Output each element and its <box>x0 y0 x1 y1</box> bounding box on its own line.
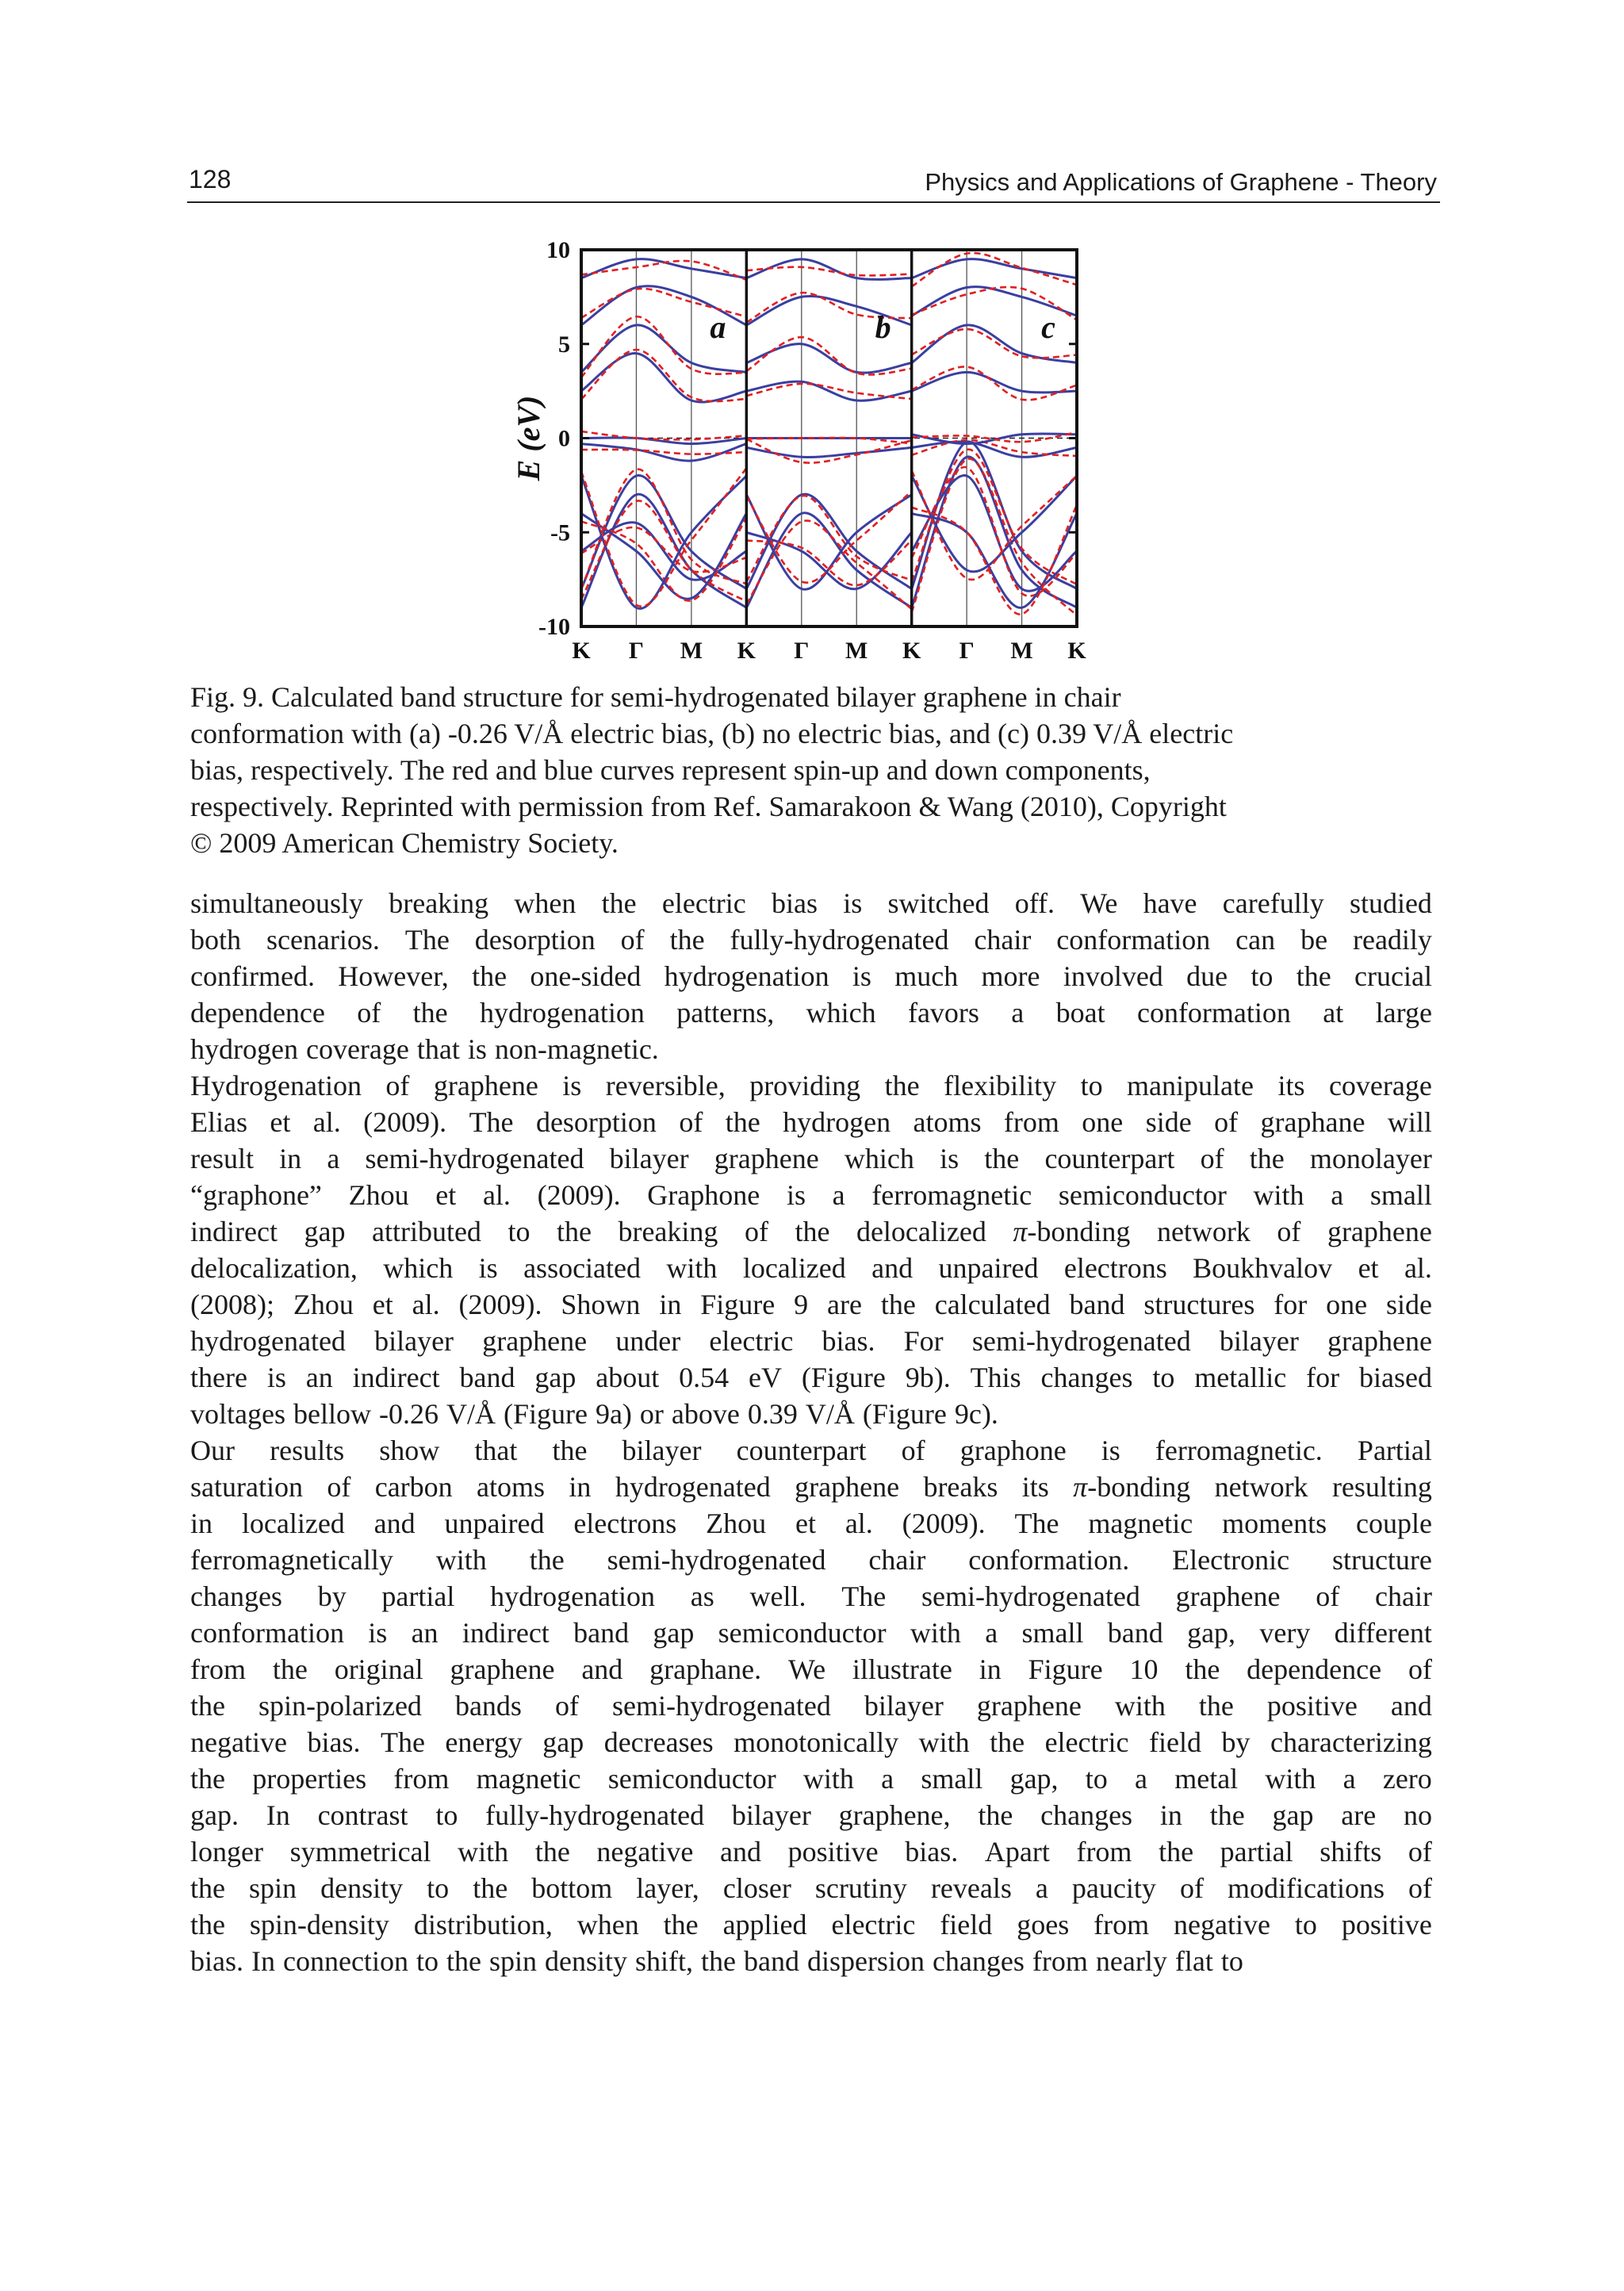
text-line: longer symmetrical with the negative and positive bias. Apart from the partial shifts of <box>190 1836 1432 1868</box>
text-line: bias. In connection to the spin density shift, the band dispersion changes from nearly flat to <box>190 1945 1243 1977</box>
spin-down-band <box>581 354 746 402</box>
x-tick-label: K <box>737 638 756 664</box>
text-line: both scenarios. The desorption of the fully-hydrogenated chair conformation can be readily <box>190 924 1432 956</box>
caption-line: respectively. Reprinted with permission from Ref. Samarakoon & Wang (2010), Copyright <box>190 791 1227 822</box>
text-line: result in a semi-hydrogenated bilayer graphene which is the counterpart of the monolayer <box>190 1143 1432 1174</box>
spin-down-band <box>912 475 1077 591</box>
y-tick-label: 0 <box>558 425 570 452</box>
spin-up-band <box>581 468 746 606</box>
text-line: dependence of the hydrogenation patterns, which favors a boat conformation at large <box>190 997 1432 1029</box>
caption-line: bias, respectively. The red and blue curves represent spin-up and down components, <box>190 754 1151 786</box>
spin-down-band <box>912 372 1077 392</box>
text-line: delocalization, which is associated with localized and unpaired electrons Boukhvalov et al. <box>190 1252 1432 1284</box>
text-line: voltages bellow -0.26 V/Å (Figure 9a) or above 0.39 V/Å (Figure 9c). <box>190 1398 998 1430</box>
spin-down-band <box>746 344 911 373</box>
text-line: there is an indirect band gap about 0.54 eV (Figure 9b). This changes to metallic for biased <box>190 1362 1432 1393</box>
text-line: changes by partial hydrogenation as well. The semi-hydrogenated graphene of chair <box>190 1580 1432 1612</box>
text-line: in localized and unpaired electrons Zhou et al. (2009). The magnetic moments couple <box>190 1508 1432 1539</box>
x-tick-label: Γ <box>628 638 644 664</box>
y-tick-label: 5 <box>558 331 570 358</box>
x-tick-label: Γ <box>959 638 975 664</box>
x-tick-label: M <box>680 638 703 664</box>
panel-label-a: a <box>710 309 726 345</box>
page-number: 128 <box>189 165 232 193</box>
band-structure-chart <box>508 230 1110 674</box>
figure-caption <box>190 679 1427 861</box>
text-line: confirmed. However, the one-sided hydrogenation is much more involved due to the crucial <box>190 960 1432 992</box>
caption-line: Fig. 9. Calculated band structure for semi-hydrogenated bilayer graphene in chair <box>190 681 1121 713</box>
text-line: Elias et al. (2009). The desorption of the hydrogen atoms from one side of graphane will <box>190 1106 1432 1138</box>
band-structure-figure <box>508 230 1110 674</box>
spin-down-band <box>746 447 911 457</box>
spin-down-band <box>746 513 911 608</box>
y-tick-label: -10 <box>538 614 570 640</box>
text-line: negative bias. The energy gap decreases monotonically with the electric field by characterizing <box>190 1726 1432 1758</box>
spin-down-band <box>746 259 911 279</box>
x-tick-label: M <box>1010 638 1033 664</box>
text-line: simultaneously breaking when the electric bias is switched off. We have carefully studied <box>190 887 1432 919</box>
x-tick-label: K <box>572 638 591 664</box>
spin-down-band <box>746 381 911 400</box>
y-tick-label: 10 <box>546 237 570 263</box>
x-tick-label: K <box>1067 638 1086 664</box>
text-line: gap. In contrast to fully-hydrogenated bilayer graphene, the changes in the gap are no <box>190 1799 1432 1831</box>
text-line: ferromagnetically with the semi-hydrogenated chair conformation. Electronic structure <box>190 1544 1432 1576</box>
y-tick-label: -5 <box>550 519 570 546</box>
text-line: indirect gap attributed to the breaking of the delocalized π-bonding network of graphene <box>190 1216 1432 1247</box>
text-line: the spin-density distribution, when the applied electric field goes from negative to positive <box>190 1909 1432 1940</box>
panel-label-b: b <box>875 309 891 345</box>
text-line: from the original graphene and graphane. We illustrate in Figure 10 the dependence of <box>190 1653 1432 1685</box>
body-text <box>190 885 1432 1979</box>
caption-line: © 2009 American Chemistry Society. <box>190 827 619 859</box>
text-line: the properties from magnetic semiconductor with a small gap, to a metal with a zero <box>190 1763 1432 1795</box>
panel-label-c: c <box>1041 309 1055 345</box>
text-line: the spin-polarized bands of semi-hydrogenated bilayer graphene with the positive and <box>190 1690 1432 1722</box>
spin-up-band <box>912 366 1077 400</box>
running-title: Physics and Applications of Graphene - Theory <box>925 168 1437 196</box>
text-line: (2008); Zhou et al. (2009). Shown in Figure 9 are the calculated band structures for one side <box>190 1289 1432 1320</box>
y-axis-label: E (eV) <box>511 395 546 481</box>
x-tick-label: Γ <box>794 638 810 664</box>
page-header <box>187 165 1440 203</box>
text-line: “graphone” Zhou et al. (2009). Graphone is a ferromagnetic semiconductor with a small <box>190 1179 1432 1211</box>
x-tick-label: M <box>845 638 868 664</box>
spin-up-band <box>581 261 746 280</box>
text-line: conformation is an indirect band gap semiconductor with a small band gap, very different <box>190 1617 1432 1649</box>
text-line: Hydrogenation of graphene is reversible, providing the flexibility to manipulate its coverage <box>190 1070 1432 1101</box>
spin-down-band <box>912 259 1077 278</box>
spin-up-band <box>912 253 1077 286</box>
text-line: saturation of carbon atoms in hydrogenated graphene breaks its π-bonding network resulting <box>190 1471 1432 1503</box>
x-tick-label: K <box>902 638 921 664</box>
text-line: hydrogen coverage that is non-magnetic. <box>190 1033 659 1065</box>
text-line: Our results show that the bilayer counterpart of graphone is ferromagnetic. Partial <box>190 1435 1432 1466</box>
text-line: the spin density to the bottom layer, closer scrutiny reveals a paucity of modifications of <box>190 1872 1432 1904</box>
caption-line: conformation with (a) -0.26 V/Å electric bias, (b) no electric bias, and (c) 0.39 V/Å electric <box>190 718 1234 749</box>
text-line: hydrogenated bilayer graphene under electric bias. For semi-hydrogenated bilayer graphene <box>190 1325 1432 1357</box>
